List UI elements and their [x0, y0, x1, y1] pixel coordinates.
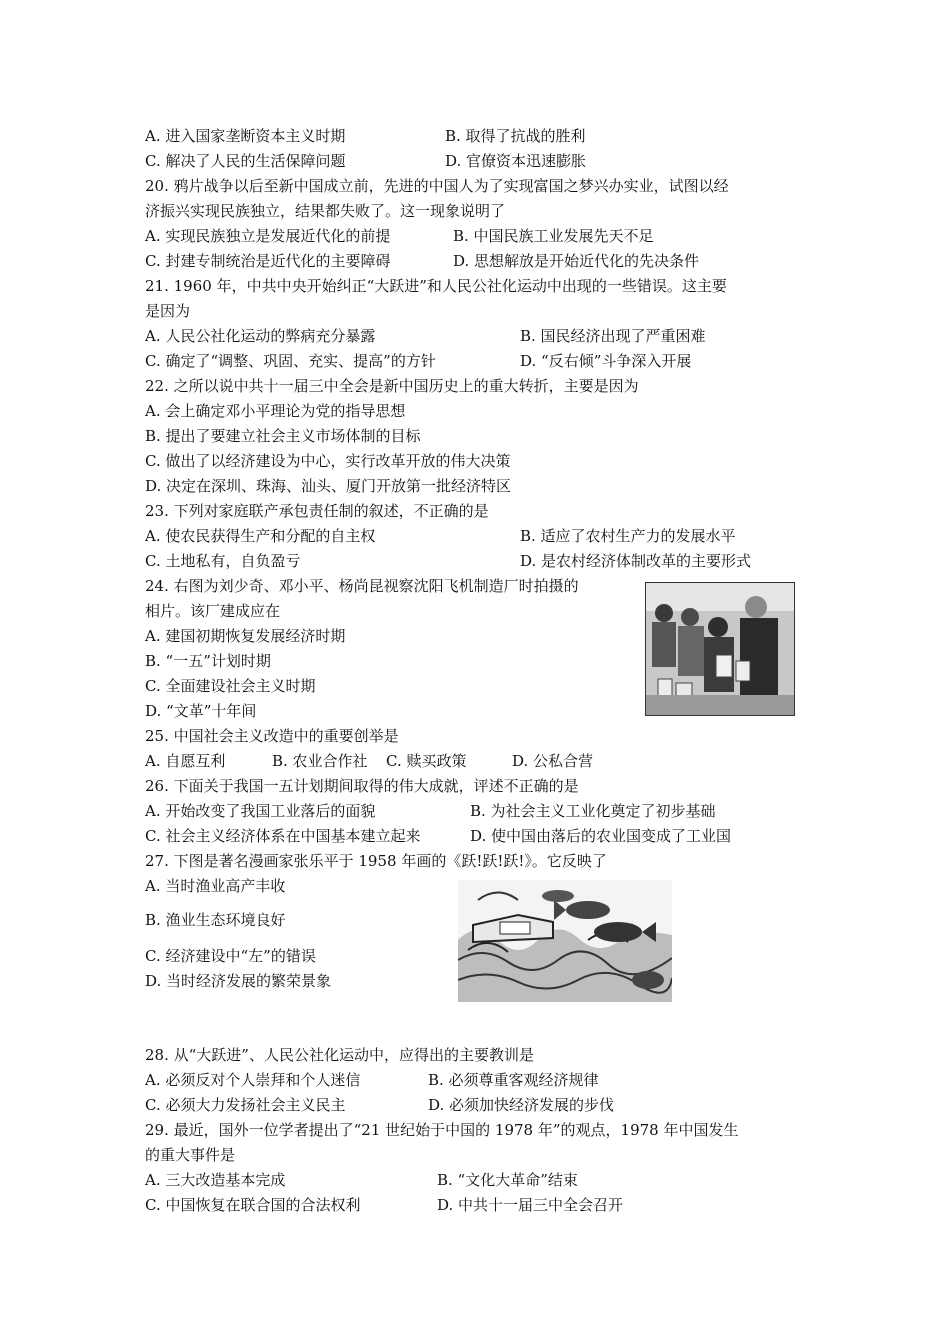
- q28-option-b: B. 必须尊重客观经济规律: [428, 1071, 599, 1089]
- q25-option-b: B. 农业合作社: [272, 752, 368, 770]
- photo-figures: [646, 583, 794, 715]
- q20-option-a: A. 实现民族独立是发展近代化的前提: [145, 227, 391, 245]
- q29-stem-line1: 29. 最近，国外一位学者提出了“21 世纪始于中国的 1978 年”的观点，1978 年中国发生: [145, 1121, 739, 1139]
- q20-option-b: B. 中国民族工业发展先天不足: [453, 227, 654, 245]
- q25-option-d: D. 公私合营: [512, 752, 594, 770]
- q25-stem: 25. 中国社会主义改造中的重要创举是: [145, 727, 399, 745]
- q28-option-c: C. 必须大力发扬社会主义民主: [145, 1096, 346, 1114]
- q21-option-c: C. 确定了“调整、巩固、充实、提高”的方针: [145, 352, 436, 370]
- q29-option-d: D. 中共十一届三中全会召开: [437, 1196, 624, 1214]
- q26-option-b: B. 为社会主义工业化奠定了初步基础: [470, 802, 716, 820]
- q22-option-d: D. 决定在深圳、珠海、汕头、厦门开放第一批经济特区: [145, 477, 512, 495]
- q26-option-d: D. 使中国由落后的农业国变成了工业国: [470, 827, 732, 845]
- q27-option-d: D. 当时经济发展的繁荣景象: [145, 972, 332, 990]
- q24-stem-line1: 24. 右图为刘少奇、邓小平、杨尚昆视察沈阳飞机制造厂时拍摄的: [145, 577, 579, 595]
- q21-option-b: B. 国民经济出现了严重困难: [520, 327, 706, 345]
- q26-option-c: C. 社会主义经济体系在中国基本建立起来: [145, 827, 421, 845]
- q23-option-a: A. 使农民获得生产和分配的自主权: [145, 527, 376, 545]
- q28-option-d: D. 必须加快经济发展的步伐: [428, 1096, 615, 1114]
- q20-stem-line2: 济振兴实现民族独立，结果都失败了。这一现象说明了: [145, 202, 506, 220]
- q19-option-c: C. 解决了人民的生活保障问题: [145, 152, 346, 170]
- fish-cartoon-illustration: [458, 880, 672, 1002]
- q24-stem-line2: 相片。该厂建成应在: [145, 602, 281, 620]
- q22-stem: 22. 之所以说中共十一届三中全会是新中国历史上的重大转折，主要是因为: [145, 377, 639, 395]
- q27-option-c: C. 经济建设中“左”的错误: [145, 947, 316, 965]
- q24-option-a: A. 建国初期恢复发展经济时期: [145, 627, 346, 645]
- q19-option-b: B. 取得了抗战的胜利: [445, 127, 586, 145]
- q24-option-c: C. 全面建设社会主义时期: [145, 677, 316, 695]
- q28-stem: 28. 从“大跃进”、人民公社化运动中，应得出的主要教训是: [145, 1046, 534, 1064]
- q24-option-b: B. “一五”计划时期: [145, 652, 271, 670]
- q22-option-c: C. 做出了以经济建设为中心，实行改革开放的伟大决策: [145, 452, 511, 470]
- q21-stem-line2: 是因为: [145, 302, 191, 320]
- q29-stem-line2: 的重大事件是: [145, 1146, 236, 1164]
- q25-option-c: C. 赎买政策: [386, 752, 467, 770]
- q29-option-a: A. 三大改造基本完成: [145, 1171, 286, 1189]
- q20-option-d: D. 思想解放是开始近代化的先决条件: [453, 252, 700, 270]
- q27-option-b: B. 渔业生态环境良好: [145, 911, 286, 929]
- q26-stem: 26. 下面关于我国一五计划期间取得的伟大成就，评述不正确的是: [145, 777, 579, 795]
- q27-stem: 27. 下图是著名漫画家张乐平于 1958 年画的《跃!跃!跃!》。它反映了: [145, 852, 607, 870]
- q21-stem-line1: 21. 1960 年，中共中央开始纠正“大跃进”和人民公社化运动中出现的一些错误。这主要: [145, 277, 727, 295]
- q19-option-d: D. 官僚资本迅速膨胀: [445, 152, 587, 170]
- q19-option-a: A. 进入国家垄断资本主义时期: [145, 127, 346, 145]
- q24-option-d: D. “文革”十年间: [145, 702, 257, 720]
- cartoon-drawing: [458, 880, 672, 1002]
- q26-option-a: A. 开始改变了我国工业落后的面貌: [145, 802, 376, 820]
- q22-option-b: B. 提出了要建立社会主义市场体制的目标: [145, 427, 421, 445]
- q20-stem-line1: 20. 鸦片战争以后至新中国成立前，先进的中国人为了实现富国之梦兴办实业，试图以经: [145, 177, 729, 195]
- q25-option-a: A. 自愿互利: [145, 752, 226, 770]
- q21-option-d: D. “反右倾”斗争深入开展: [520, 352, 692, 370]
- q28-option-a: A. 必须反对个人崇拜和个人迷信: [145, 1071, 361, 1089]
- q23-option-b: B. 适应了农村生产力的发展水平: [520, 527, 736, 545]
- q29-option-c: C. 中国恢复在联合国的合法权利: [145, 1196, 361, 1214]
- q23-option-c: C. 土地私有，自负盈亏: [145, 552, 301, 570]
- q23-option-d: D. 是农村经济体制改革的主要形式: [520, 552, 752, 570]
- q27-option-a: A. 当时渔业高产丰收: [145, 877, 286, 895]
- factory-visit-photo: [645, 582, 795, 716]
- q22-option-a: A. 会上确定邓小平理论为党的指导思想: [145, 402, 406, 420]
- q20-option-c: C. 封建专制统治是近代化的主要障碍: [145, 252, 391, 270]
- q29-option-b: B. “文化大革命”结束: [437, 1171, 578, 1189]
- q21-option-a: A. 人民公社化运动的弊病充分暴露: [145, 327, 376, 345]
- q23-stem: 23. 下列对家庭联产承包责任制的叙述，不正确的是: [145, 502, 489, 520]
